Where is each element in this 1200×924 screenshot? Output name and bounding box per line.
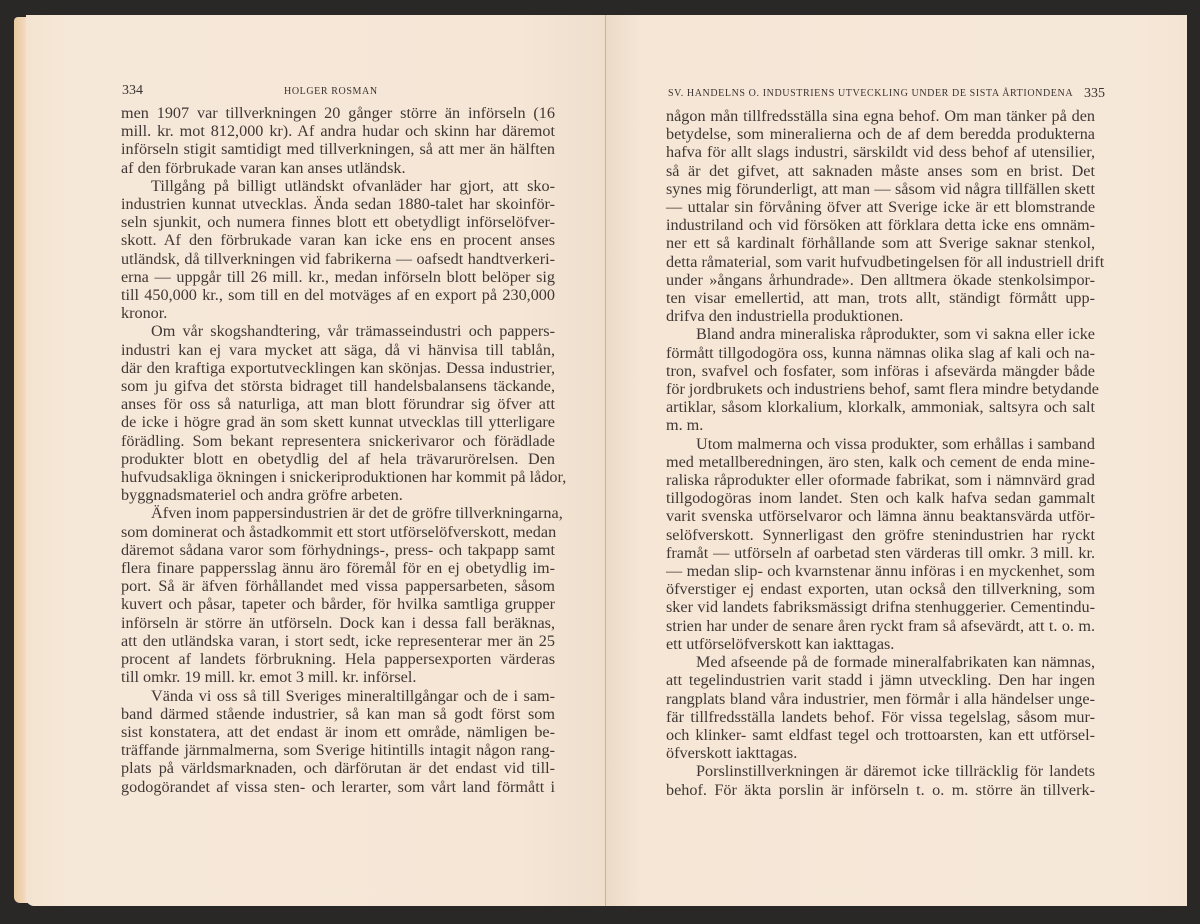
page-number-right: 335 <box>1084 86 1105 101</box>
text-line: införseln stigit samtidigt med tillverkningen, så att mer än hälften <box>121 140 555 159</box>
text-line: tillgodogöras inom landet. Sten och kalk hafva sedan gammalt <box>666 489 1095 508</box>
page-number-left: 334 <box>122 83 143 98</box>
text-line: för jordbrukets och industriens behof, samt flera mindre betydande <box>666 380 1099 399</box>
text-line: under »ångans århundrade». Den alltmera ökade stenkolsimpor- <box>666 270 1095 289</box>
text-line: godogörandet af vissa sten- och lerarter, som vårt land förmått i <box>121 777 555 796</box>
text-line: drifva den industriella produktionen. <box>666 307 904 326</box>
text-line: industriland och vid försöken att förklara detta icke ens omnäm- <box>666 216 1095 235</box>
text-line: förmått tillgodogöra oss, kunna nämnas olika slag af kali och na- <box>666 343 1095 362</box>
text-line: tron, svafvel och fosfater, som införas i afsevärda mängder både <box>666 361 1095 380</box>
text-line: port. Så är äfven förhållandet med vissa pappersarbeten, såsom <box>121 577 555 596</box>
text-line: produkter blott en obetydlig del af hela trävarurörelsen. Den <box>121 449 555 468</box>
running-head-left: HOLGER ROSMAN <box>284 86 378 97</box>
left-page <box>26 15 606 906</box>
text-line: ten visar emellertid, att man, trots allt, ständigt förmått upp- <box>666 289 1095 308</box>
text-line: men 1907 var tillverkningen 20 gånger större än införseln (16 <box>121 104 555 122</box>
text-line: kuvert och påsar, tapeter och bårder, för hvilka samtliga grupper <box>121 595 555 614</box>
text-line: med metallberedningen, äro sten, kalk och cement de enda mine- <box>666 452 1095 471</box>
text-line: så är det gifvet, att saknaden måste anses som en brist. Det <box>666 161 1095 180</box>
text-line: öfverskott iakttagas. <box>666 744 798 763</box>
right-page <box>606 15 1187 906</box>
text-line: där den kraftiga exportutvecklingen kan skönjas. Dessa industrier, <box>121 358 555 377</box>
text-line: fär tillfredsställa landets behof. För vissa tegelslag, såsom mur- <box>666 707 1095 726</box>
text-line: ett utförselöfverskott kan iakttagas. <box>666 634 895 653</box>
text-line: band därmed stående industrier, så kan man så godt först som <box>121 704 555 723</box>
text-line: seln sjunkit, och numera finnes blott ett obetydligt införselöfver- <box>121 213 555 232</box>
text-line: till omkr. 19 mill. kr. emot 3 mill. kr. införsel. <box>121 668 417 687</box>
text-line: detta råmaterial, som varit hufvudbetingelsen för all industriell drift <box>666 252 1105 271</box>
text-line: raliska råprodukter eller oformade fabrikat, som i nämnvärd grad <box>666 471 1095 490</box>
text-line: sker vid landets fabriksmässigt drifna stenhuggerier. Cementindu- <box>666 598 1095 617</box>
text-line: skott. Af den förbrukade varan kan icke ens en procent anses <box>121 231 555 250</box>
text-line: Vända vi oss så till Sveriges mineraltillgångar och de i sam- <box>151 686 555 705</box>
text-line: till 450,000 kr., som till en del motväges af en export på 230,000 <box>121 286 555 305</box>
text-line: byggnadsmateriel och andra gröfre arbeten. <box>121 486 403 505</box>
text-line: industri kan ej vara mycket att säga, då vi hänvisa till tablån, <box>121 340 555 359</box>
running-head-right: SV. HANDELNS O. INDUSTRIENS UTVECKLING UNDER DE SISTA ÅRTIONDENA <box>668 88 1074 99</box>
text-line: träffande järnmalmerna, som Sverige hitintills intagit någon rang- <box>121 741 555 760</box>
text-line: Utom malmerna och vissa produkter, som erhållas i samband <box>696 434 1095 453</box>
text-line: däremot sådana varor som förhydnings-, press- och takpapp samt <box>121 540 555 559</box>
text-line: flera finare pappersslag ännu äro föremål för en ej obetydlig im- <box>121 559 555 578</box>
text-line: mill. kr. mot 812,000 kr). Af andra hudar och skinn har däremot <box>121 122 555 141</box>
text-line: rangplats bland våra industrier, men förmår i alla händelser unge- <box>666 689 1095 708</box>
text-line: Äfven inom pappersindustrien är det de gröfre tillverkningarna, <box>151 504 563 523</box>
text-line: förädling. Som bekant representera snickerivaror och förädlade <box>121 431 555 450</box>
left-page-body <box>121 104 567 796</box>
text-line: industrien kunnat utvecklas. Ända sedan 1880-talet har skoinför- <box>121 195 555 214</box>
text-line: synes mig förunderligt, att man — såsom vid några tillfällen skett <box>666 179 1095 198</box>
text-line: och klinker- samt eldfast tegel och trottoarsten, kan ett utförsel- <box>666 725 1095 744</box>
text-line: procent af landets förbrukning. Hela pappersexporten värderas <box>121 650 555 669</box>
text-line: de icke i högre grad än som skett kunnat utvecklas till ytterligare <box>121 413 555 432</box>
text-line: någon mån tillfredsställa sina egna behof. Om man tänker på den <box>666 107 1095 125</box>
open-book <box>14 15 1187 907</box>
text-line: som dominerat och åstadkommit ett stort utförselöfverskott, medan <box>121 522 557 541</box>
text-line: hufvudsakliga ökningen i snickeriproduktionen har kommit på lådor, <box>121 468 567 487</box>
text-line: strien har under de senare åren ryckt fram så afsevärdt, att t. o. m. <box>666 616 1095 635</box>
text-line: artiklar, såsom klorkalium, klorkalk, ammoniak, saltsyra och salt <box>666 398 1095 417</box>
text-line: införseln är större än utförseln. Dock kan i dessa fall beräknas, <box>121 613 555 632</box>
right-page-body <box>666 107 1105 799</box>
text-line: Tillgång på billigt utländskt ofvanläder har gjort, att sko- <box>151 176 555 195</box>
text-line: erna — uppgår till 26 mill. kr., medan införseln blott belöper sig <box>121 267 555 286</box>
text-line: framåt — utförseln af oarbetad sten värderas till omkr. 3 mill. kr. <box>666 543 1095 562</box>
text-line: Om vår skogshandtering, vår trämasseindustri och pappers- <box>151 322 555 341</box>
text-line: m. m. <box>666 416 704 435</box>
text-line: selöfverskott. Synnerligast den gröfre stenindustrien har ryckt <box>666 525 1095 544</box>
text-line: betydelse, som mineralierna och de af dem beredda produkterna <box>666 125 1095 144</box>
text-line: — uttalar sin förvåning öfver att Sverige icke är ett blomstrande <box>666 198 1095 217</box>
text-line: sist konstatera, att det endast är inom ett område, nämligen be- <box>121 722 555 741</box>
text-line: Med afseende på de formade mineralfabrikaten kan nämnas, <box>696 653 1095 672</box>
text-line: att tegelindustrien varit stadd i jämn utveckling. Den har ingen <box>666 671 1095 690</box>
text-line: plats på världsmarknaden, och därförutan är det endast vid till- <box>121 759 555 778</box>
text-line: som ju gifva det största bidraget till handelsbalansens täckande, <box>121 377 555 396</box>
text-line: af den förbrukade varan kan anses utländsk. <box>121 158 406 177</box>
text-line: Porslinstillverkningen är däremot icke tillräcklig för landets <box>696 762 1095 781</box>
text-line: att den utländska varan, i stort sedt, icke representerar mer än 25 <box>121 631 555 650</box>
text-line: kronor. <box>121 304 168 323</box>
text-line: — medan slip- och kvarnstenar ännu införas i en myckenhet, som <box>666 562 1095 581</box>
text-line: hafva för allt slags industri, särskildt vid dess behof af utensilier, <box>666 143 1095 162</box>
text-line: behof. För äkta porslin är införseln t. o. m. större än tillverk- <box>666 780 1095 799</box>
text-line: varit svenska utförselvaror och lämna ännu beaktansvärda utför- <box>666 507 1095 526</box>
text-line: Bland andra mineraliska råprodukter, som vi sakna eller icke <box>696 325 1095 344</box>
text-line: ner ett så kardinalt förhållande som att Sverige saknar stenkol, <box>666 234 1095 253</box>
text-line: utländsk, då tillverkningen vid fabrikerna — oafsedt handtverkeri- <box>121 249 555 268</box>
text-line: öfverstiger ej endast exporten, utan också den tillverkning, som <box>666 580 1095 599</box>
text-line: anses för oss så naturliga, att man blott förundrar sig öfver att <box>121 395 555 414</box>
